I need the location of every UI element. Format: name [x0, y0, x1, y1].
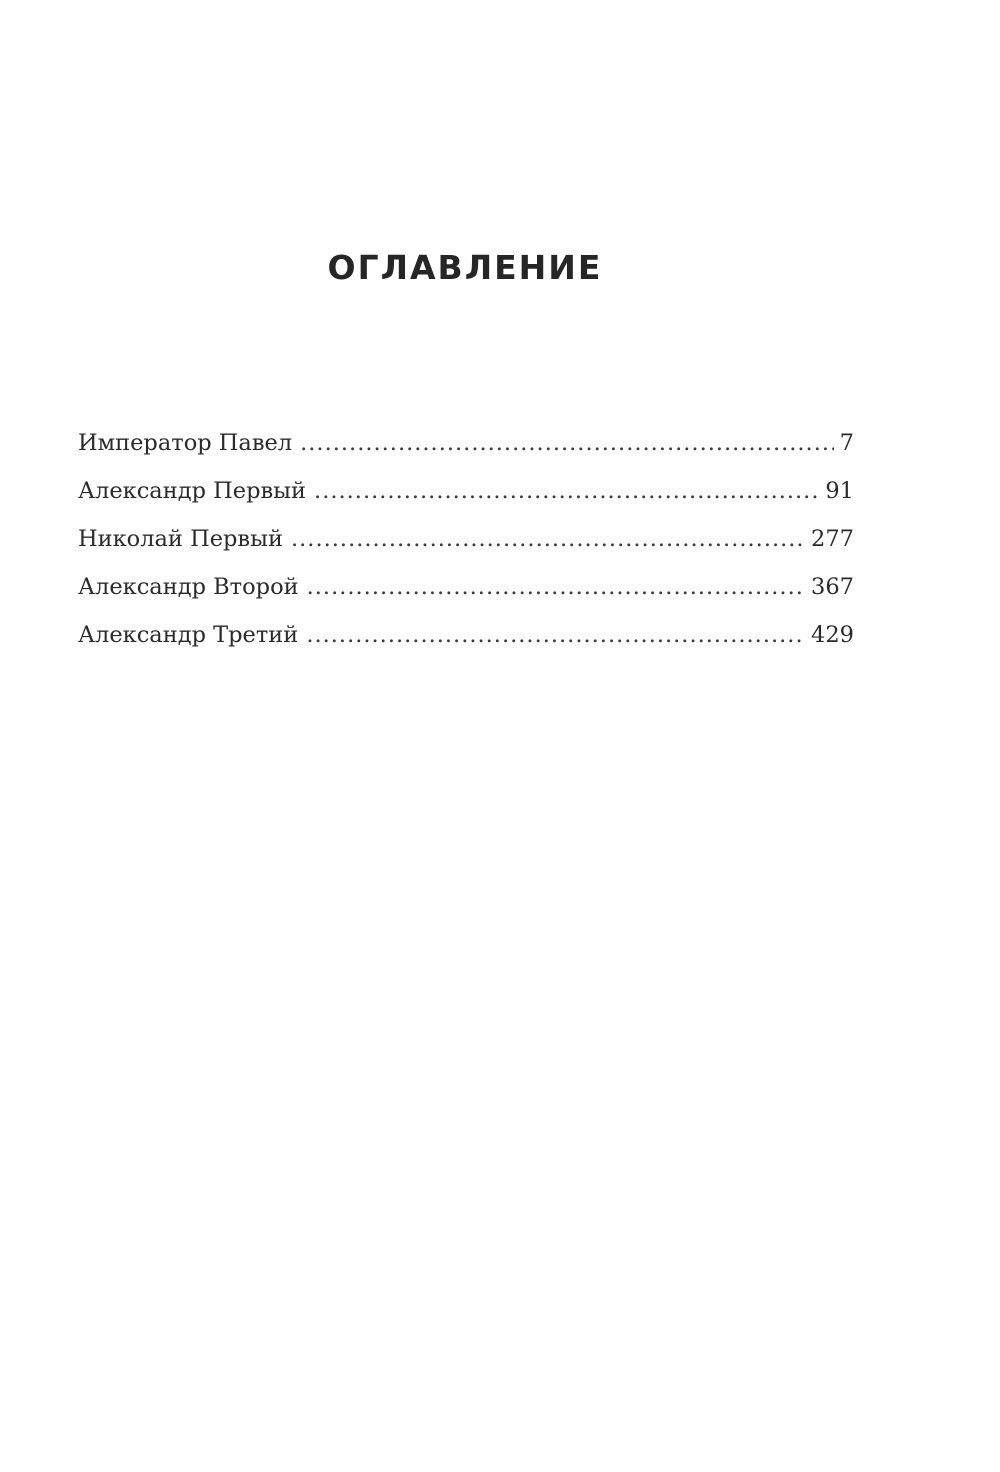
- dot-leader: [306, 622, 805, 648]
- dot-leader: [291, 526, 805, 552]
- toc-entry[interactable]: [78, 430, 854, 478]
- toc-entry-title: Александр Третий: [78, 622, 299, 648]
- toc-page-number: 367: [811, 574, 854, 600]
- table-of-contents: [78, 430, 854, 670]
- toc-page-number: 277: [811, 526, 854, 552]
- toc-entry-title: Николай Первый: [78, 526, 283, 552]
- dot-leader: [307, 574, 805, 600]
- toc-entry[interactable]: [78, 574, 854, 622]
- toc-entry[interactable]: [78, 526, 854, 574]
- toc-page-number: 91: [825, 478, 854, 504]
- toc-entry[interactable]: [78, 622, 854, 670]
- toc-page-number: 7: [839, 430, 854, 456]
- dot-leader: [300, 430, 834, 456]
- page-title: ОГЛАВЛЕНИЕ: [327, 248, 603, 287]
- dot-leader: [314, 478, 819, 504]
- toc-entry-title: Император Павел: [78, 430, 293, 456]
- toc-entry[interactable]: [78, 478, 854, 526]
- toc-page-number: 429: [811, 622, 854, 648]
- toc-entry-title: Александр Второй: [78, 574, 299, 600]
- toc-entry-title: Александр Первый: [78, 478, 307, 504]
